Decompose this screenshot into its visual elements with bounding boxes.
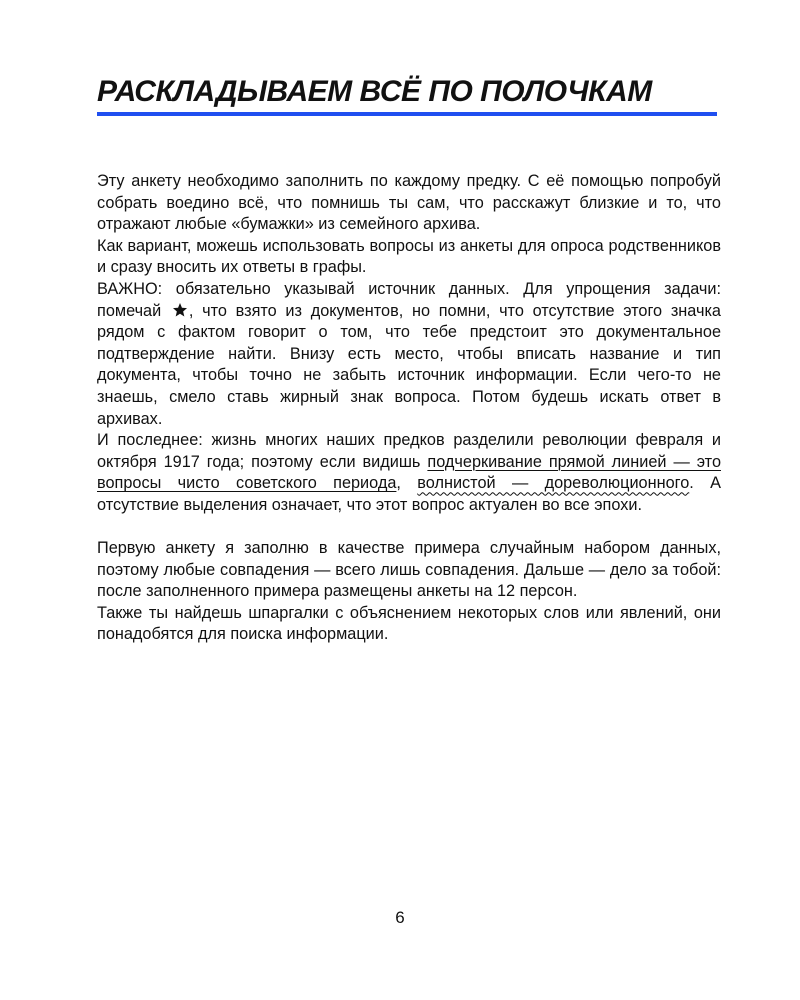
straight-underline-legend: подчеркивание прямой линией — это вопросы чисто советского периода: [97, 452, 721, 493]
paragraph-intro: Эту анкету необходимо заполнить по каждому предку. С её помощью попробуй собрать воедино всё, что помнишь ты сам, что расскажут близкие и то, что отражают любые «бумажки» из семейного архива.: [97, 172, 721, 234]
wavy-underline-legend: волнистой — дореволюционного: [417, 474, 690, 493]
paragraph-cheatsheets: Также ты найдешь шпаргалки с объяснением некоторых слов или явлений, они понадобятся для поиска информации.: [97, 603, 721, 644]
important-text-start: ВАЖНО: обязательно указывай источник данных. Для упрощения задачи: помечай: [97, 279, 721, 320]
revolution-comma: ,: [396, 474, 418, 493]
page-title: РАСКЛАДЫВАЕМ ВСЁ ПО ПОЛОЧКАМ: [97, 75, 652, 108]
paragraph-important: [97, 279, 721, 430]
title-underline: [97, 112, 717, 116]
paragraph-survey-tip: Как вариант, можешь использовать вопросы из анкеты для опроса родственников и сразу вносить их ответы в графы.: [97, 236, 721, 277]
star-icon: [172, 302, 188, 318]
revolution-text-end: . А отсутствие выделения означает, что этот вопрос актуален во все эпохи.: [97, 474, 721, 514]
paragraph-revolution: [97, 430, 721, 516]
page-number: 6: [395, 908, 405, 927]
paragraph-example: Первую анкету я заполню в качестве примера случайным набором данных, поэтому любые совпадения — всего лишь совпадения. Дальше — дело за тобой: после заполненного примера размещены анкеты на 12 персон.: [97, 539, 721, 601]
important-text-end: , что взято из документов, но помни, что отсутствие этого значка рядом с фактом говорит о том, что тебе предстоит это документальное подтверждение найти. Внизу есть место, чтобы вписать название и тип документа, чтобы точно не забыть источник информации. Если чего-то не знаешь, смело ставь жирный знак вопроса. Потом будешь искать ответ в архивах.: [97, 301, 721, 428]
body-text: [97, 171, 721, 646]
revolution-text-start: И последнее: жизнь многих наших предков разделили революции февраля и октября 1917 года; поэтому если видишь: [97, 431, 721, 471]
